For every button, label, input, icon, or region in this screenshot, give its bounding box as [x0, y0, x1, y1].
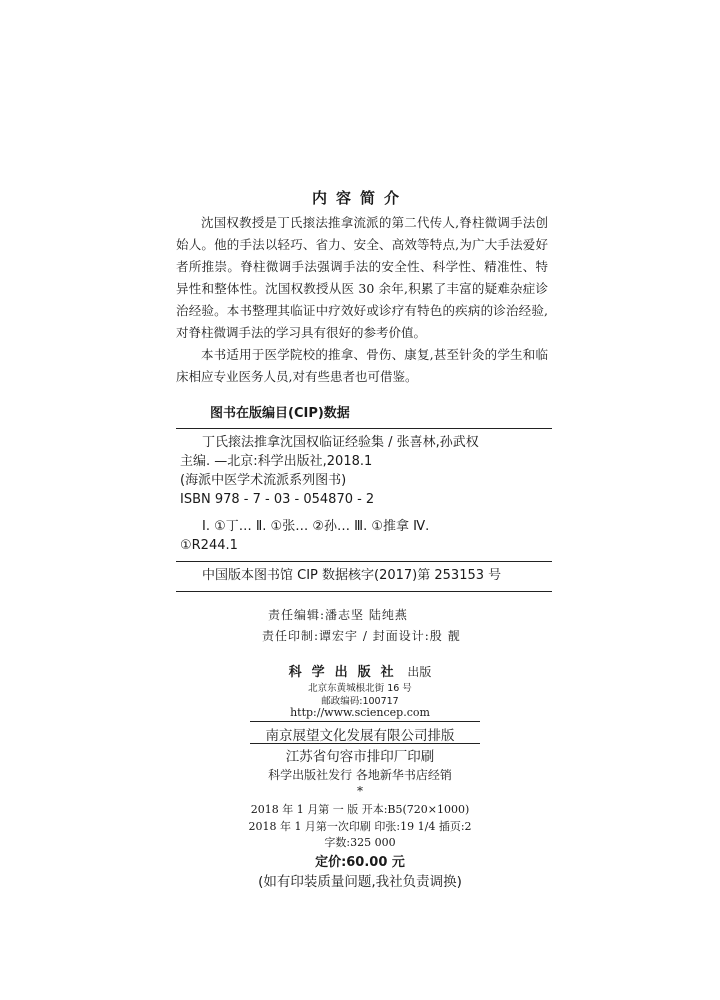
publisher-divider [250, 721, 480, 722]
cip-line: 丁氏㨰法推拿沈国权临证经验集 / 张喜林,孙武权 [202, 435, 479, 450]
cip-data-block [176, 428, 552, 592]
cip-classification: ①R244.1 [180, 538, 238, 553]
cip-classification: Ⅰ. ①丁… Ⅱ. ①张… ②孙… Ⅲ. ①推拿 Ⅳ. [202, 519, 430, 534]
edition-line: 2018 年 1 月第 一 版 开本:B5(720×1000) [250, 803, 470, 816]
publisher-address: 北京东黄城根北街 16 号 [308, 683, 412, 694]
cip-isbn: ISBN 978 - 7 - 03 - 054870 - 2 [180, 492, 375, 507]
publisher-postcode: 邮政编码:100717 [321, 696, 399, 707]
summary-paragraph: 沈国权教授是丁氏㨰法推拿流派的第二代传人,脊柱微调手法创始人。他的手法以轻巧、省力、安全、高效等特点,为广大手法爱好者所推崇。脊柱微调手法强调手法的安全性、科学性、精准性、特异性和整体性。沈国权教授从医 30 余年,积累了丰富的疑难杂症诊治经验。本书整理其临证中疗效好或诊疗有特色的疾病的诊治经验,对脊柱微调手法的学习具有很好的参考价值。 [176, 215, 548, 340]
cip-heading: 图书在版编目(CIP)数据 [210, 406, 350, 421]
publisher-line [0, 661, 720, 680]
typesetter-divider [250, 743, 480, 744]
summary-body [176, 212, 548, 388]
publisher-suffix: 出版 [407, 665, 432, 679]
printer: 江苏省句容市排印厂印刷 [285, 749, 435, 765]
typesetter: 南京展望文化发展有限公司排版 [265, 728, 455, 744]
publisher-name: 科学出版社 [288, 665, 404, 680]
word-count: 字数:325 000 [324, 836, 396, 849]
cip-line: 主编. —北京:科学出版社,2018.1 [180, 454, 373, 469]
quality-note: (如有印装质量问题,我社负责调换) [258, 874, 462, 890]
distribution: 科学出版社发行 各地新华书店经销 [268, 768, 452, 782]
price: 定价:60.00 元 [315, 855, 405, 870]
summary-title: 内容简介 [311, 189, 408, 207]
cip-verification: 中国版本图书馆 CIP 数据核字(2017)第 253153 号 [202, 568, 502, 583]
summary-paragraph: 本书适用于医学院校的推拿、骨伤、康复,甚至针灸的学生和临床相应专业医务人员,对有些患者也可借鉴。 [176, 347, 548, 384]
print-design-credit: 责任印制:谭宏宇 / 封面设计:殷 靓 [262, 629, 461, 643]
cip-line: (海派中医学术流派系列图书) [180, 473, 347, 488]
asterisk-divider: * [357, 784, 363, 798]
printing-line: 2018 年 1 月第一次印刷 印张:19 1/4 插页:2 [248, 820, 472, 833]
cip-divider [176, 561, 552, 562]
publisher-website: http://www.sciencep.com [290, 706, 430, 719]
editors-credit: 责任编辑:潘志坚 陆纯燕 [268, 608, 408, 622]
cip-gap [176, 509, 552, 517]
